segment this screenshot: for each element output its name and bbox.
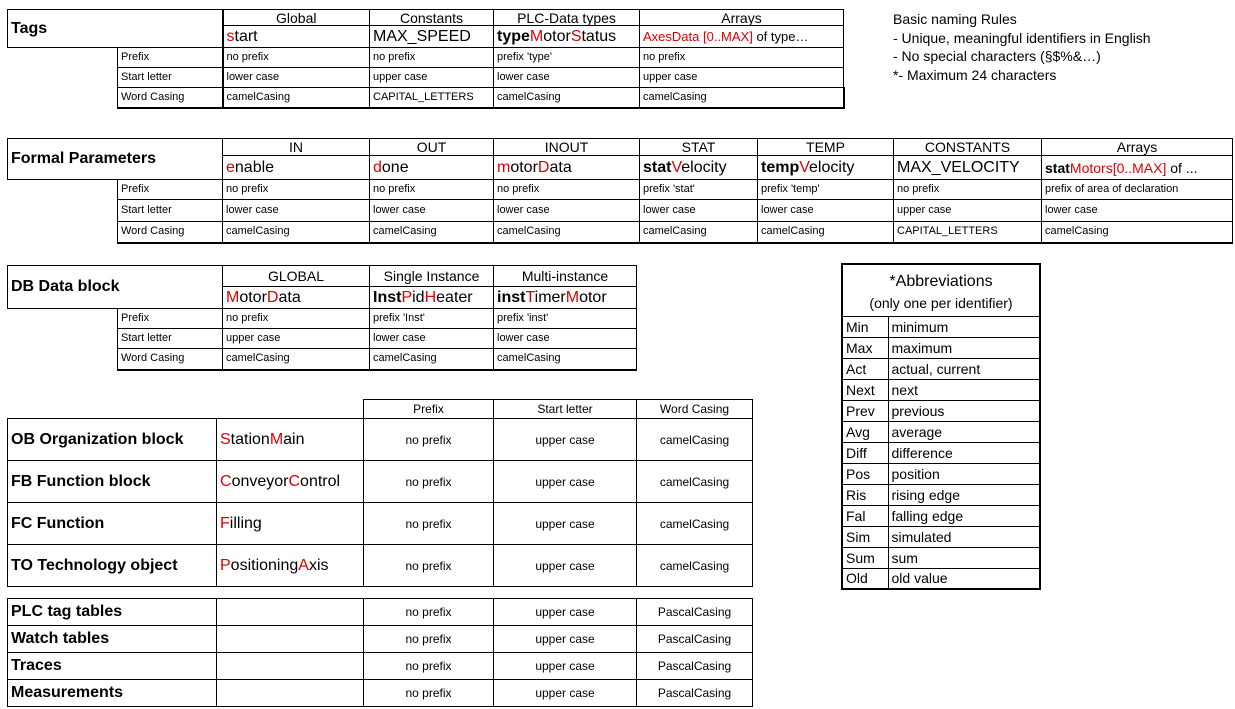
cell: prefix 'stat' [640, 180, 758, 200]
cell: upper case [494, 503, 637, 545]
cell: CAPITAL_LETTERS [894, 222, 1042, 243]
cell: upper case [494, 680, 637, 707]
cell: lower case [494, 68, 640, 88]
abbr-key: Act [842, 358, 888, 379]
formal-example [223, 156, 370, 180]
example-segment: tatus [581, 27, 617, 45]
example-segment: C [288, 472, 301, 490]
rule-item: *- Maximum 24 characters [893, 66, 1057, 83]
cell: camelCasing [494, 349, 637, 370]
example-segment: ain [283, 430, 305, 448]
abbr-value: difference [888, 442, 1040, 463]
formal-header: OUT [370, 139, 494, 156]
example-segment: of type… [752, 29, 809, 44]
cell: PascalCasing [637, 653, 753, 680]
cell: no prefix [223, 48, 370, 68]
abbr-row [842, 568, 1040, 589]
cell: lower case [370, 200, 494, 222]
tags-header: Arrays [640, 10, 844, 26]
formal-row-start-letter [8, 200, 1233, 222]
example-segment: V [671, 158, 682, 176]
cell: camelCasing [370, 349, 494, 370]
cell: no prefix [364, 599, 494, 626]
cell: camelCasing [637, 503, 753, 545]
abbr-key: Sim [842, 526, 888, 547]
block-example [217, 545, 364, 587]
db-example [223, 287, 370, 309]
db-row-prefix [8, 309, 637, 329]
formal-row-word-casing [8, 222, 1233, 243]
cell: no prefix [223, 309, 370, 329]
blocks-table [7, 399, 753, 587]
example-segment: e [226, 158, 235, 176]
example-segment: T [525, 288, 535, 306]
example-segment: imer [534, 288, 566, 306]
db-row-word-casing [8, 349, 637, 370]
cell: no prefix [364, 461, 494, 503]
table-row [8, 680, 753, 707]
blocks-header: Word Casing [637, 400, 753, 419]
abbr-value: average [888, 421, 1040, 442]
abbr-key: Min [842, 316, 888, 337]
example-segment: P [220, 556, 231, 574]
tags-header: PLC-Data types [494, 10, 640, 26]
abbr-value: old value [888, 568, 1040, 589]
example-segment: D [537, 158, 550, 176]
example-segment: S [570, 27, 582, 45]
cell: camelCasing [223, 349, 370, 370]
cell: no prefix [494, 180, 640, 200]
abbreviations-table [841, 263, 1041, 590]
abbr-row [842, 337, 1040, 358]
cell: upper case [640, 68, 844, 88]
example-segment: M [565, 288, 580, 306]
empty-cell [217, 653, 364, 680]
abbr-value: rising edge [888, 484, 1040, 505]
row-label: Start letter [118, 200, 223, 222]
cell: lower case [494, 329, 637, 349]
abbr-value: actual, current [888, 358, 1040, 379]
empty-cell [217, 599, 364, 626]
example-segment: MAX_VELOCITY [897, 158, 1020, 176]
db-header: Single Instance [370, 266, 494, 287]
cell: no prefix [364, 419, 494, 461]
db-example [370, 287, 494, 309]
table-name: Traces [8, 653, 217, 680]
db-title: DB Data block [8, 266, 223, 309]
abbr-key: Max [842, 337, 888, 358]
table-row [8, 626, 753, 653]
example-segment: S [220, 430, 231, 448]
blocks-header: Start letter [494, 400, 637, 419]
tags-title: Tags [8, 10, 223, 48]
formal-row-prefix [8, 180, 1233, 200]
db-header-row [8, 266, 637, 287]
cell: upper case [494, 419, 637, 461]
formal-example [1042, 156, 1233, 180]
cell: prefix of area of declaration [1042, 180, 1233, 200]
row-label: Start letter [118, 329, 223, 349]
block-name: TO Technology object [8, 545, 217, 587]
example-segment: M [226, 288, 240, 306]
abbr-key: Pos [842, 463, 888, 484]
tags-example [370, 26, 494, 48]
abbr-row [842, 421, 1040, 442]
abbr-title-row [842, 264, 1040, 290]
tags-example [494, 26, 640, 48]
row-label: Word Casing [118, 222, 223, 243]
cell: lower case [223, 200, 370, 222]
cell: no prefix [223, 180, 370, 200]
formal-header: STAT [640, 139, 758, 156]
row-label: Word Casing [118, 88, 223, 108]
example-segment: id [412, 288, 425, 306]
example-segment: type [497, 27, 530, 45]
cell: prefix 'temp' [758, 180, 894, 200]
tags-table [7, 9, 845, 109]
cell: no prefix [370, 48, 494, 68]
abbr-row [842, 316, 1040, 337]
formal-example [758, 156, 894, 180]
cell: upper case [223, 329, 370, 349]
table-name: Watch tables [8, 626, 217, 653]
example-segment: elocity [681, 158, 727, 176]
cell: lower case [370, 329, 494, 349]
abbr-key: Ris [842, 484, 888, 505]
cell: camelCasing [494, 88, 640, 108]
cell: no prefix [370, 180, 494, 200]
db-data-block-table [7, 265, 637, 371]
formal-example [640, 156, 758, 180]
cell: no prefix [364, 503, 494, 545]
cell: no prefix [364, 680, 494, 707]
formal-header: CONSTANTS [894, 139, 1042, 156]
tags-row-word-casing [8, 88, 844, 108]
example-segment: stat [1045, 159, 1070, 176]
example-segment: AxesData [0..MAX] [643, 29, 753, 44]
block-name: FC Function [8, 503, 217, 545]
row-label: Start letter [118, 68, 223, 88]
cell: camelCasing [1042, 222, 1233, 243]
abbr-value: minimum [888, 316, 1040, 337]
example-segment: tart [234, 27, 258, 45]
cell: prefix 'inst' [494, 309, 637, 329]
formal-example [894, 156, 1042, 180]
example-segment: inst [497, 288, 526, 306]
example-segment: otor [579, 288, 607, 306]
cell: lower case [223, 68, 370, 88]
abbr-key: Prev [842, 400, 888, 421]
example-segment: C [220, 472, 232, 490]
example-segment: ata [549, 158, 572, 176]
formal-header: INOUT [494, 139, 640, 156]
block-name: FB Function block [8, 461, 217, 503]
cell: no prefix [364, 545, 494, 587]
example-segment: F [220, 514, 230, 532]
abbr-row [842, 400, 1040, 421]
tags-header-row [8, 10, 844, 26]
basic-naming-rules [893, 10, 1151, 84]
cell: camelCasing [370, 222, 494, 243]
formal-header: Arrays [1042, 139, 1233, 156]
tags-header: Constants [370, 10, 494, 26]
cell: lower case [640, 200, 758, 222]
block-row [8, 545, 753, 587]
abbr-key: Fal [842, 505, 888, 526]
row-label: Prefix [118, 309, 223, 329]
block-row [8, 419, 753, 461]
formal-title: Formal Parameters [8, 139, 223, 180]
block-name: OB Organization block [8, 419, 217, 461]
example-segment: eater [436, 288, 473, 306]
example-segment: stat [643, 158, 672, 176]
abbr-value: next [888, 379, 1040, 400]
example-segment: elocity [809, 158, 855, 176]
rules-title: Basic naming Rules [893, 11, 1017, 27]
db-header: Multi-instance [494, 266, 637, 287]
abbr-subtitle: (only one per identifier) [869, 294, 1013, 311]
cell: upper case [494, 461, 637, 503]
formal-header: IN [223, 139, 370, 156]
block-row [8, 503, 753, 545]
db-row-start-letter [8, 329, 637, 349]
formal-example [494, 156, 640, 180]
example-segment: MAX_SPEED [373, 27, 471, 45]
example-segment: D [266, 288, 279, 306]
cell: no prefix [364, 653, 494, 680]
cell: upper case [894, 200, 1042, 222]
cell: camelCasing [637, 461, 753, 503]
row-label: Word Casing [118, 349, 223, 370]
block-example [217, 503, 364, 545]
cell: camelCasing [223, 88, 370, 108]
abbr-value: falling edge [888, 505, 1040, 526]
abbr-title: *Abbreviations [889, 273, 993, 290]
example-segment: of ... [1166, 159, 1198, 176]
db-header: GLOBAL [223, 266, 370, 287]
cell: camelCasing [758, 222, 894, 243]
table-row [8, 599, 753, 626]
cell: prefix 'Inst' [370, 309, 494, 329]
abbr-key: Diff [842, 442, 888, 463]
example-segment: s [226, 27, 235, 45]
table-name: Measurements [8, 680, 217, 707]
cell: no prefix [364, 626, 494, 653]
empty-cell [217, 680, 364, 707]
db-example [494, 287, 637, 309]
abbr-row [842, 547, 1040, 568]
cell: upper case [494, 653, 637, 680]
cell: no prefix [640, 48, 844, 68]
abbr-subtitle-row [842, 290, 1040, 316]
cell: upper case [494, 545, 637, 587]
abbr-key: Next [842, 379, 888, 400]
cell: prefix 'type' [494, 48, 640, 68]
abbr-row [842, 442, 1040, 463]
cell: upper case [370, 68, 494, 88]
tags-header: Global [223, 10, 370, 26]
tags-example [223, 26, 370, 48]
tags-example [640, 26, 844, 48]
example-segment: P [401, 288, 413, 306]
tags-row-prefix [8, 48, 844, 68]
block-example [217, 419, 364, 461]
row-label: Prefix [118, 48, 223, 68]
cell: camelCasing [637, 419, 753, 461]
abbr-row [842, 358, 1040, 379]
cell: lower case [494, 200, 640, 222]
abbr-key: Avg [842, 421, 888, 442]
example-segment: Inst [373, 288, 402, 306]
example-segment: temp [761, 158, 800, 176]
abbr-value: sum [888, 547, 1040, 568]
row-label: Prefix [118, 180, 223, 200]
example-segment: tation [230, 430, 270, 448]
abbr-value: previous [888, 400, 1040, 421]
example-segment: H [424, 288, 437, 306]
example-segment: otor [510, 158, 538, 176]
abbr-row [842, 463, 1040, 484]
cell: camelCasing [637, 545, 753, 587]
abbr-value: maximum [888, 337, 1040, 358]
abbr-row [842, 484, 1040, 505]
empty-cell [217, 626, 364, 653]
cell: lower case [1042, 200, 1233, 222]
example-segment: ositioning [230, 556, 299, 574]
cell: lower case [758, 200, 894, 222]
cell: CAPITAL_LETTERS [370, 88, 494, 108]
table-row [8, 653, 753, 680]
example-segment: A [298, 556, 309, 574]
blocks-header-row [8, 400, 753, 419]
example-segment: V [799, 158, 810, 176]
cell: PascalCasing [637, 626, 753, 653]
cell: camelCasing [640, 88, 844, 108]
tables-table [7, 598, 753, 707]
blocks-header: Prefix [364, 400, 494, 419]
example-segment: illing [229, 514, 262, 532]
cell: camelCasing [494, 222, 640, 243]
example-segment: one [381, 158, 409, 176]
table-name: PLC tag tables [8, 599, 217, 626]
abbr-row [842, 526, 1040, 547]
example-segment: M [269, 430, 284, 448]
abbr-row [842, 379, 1040, 400]
example-segment: otor [239, 288, 267, 306]
formal-header: TEMP [758, 139, 894, 156]
abbr-value: simulated [888, 526, 1040, 547]
example-segment: nable [234, 158, 275, 176]
abbr-key: Old [842, 568, 888, 589]
cell: camelCasing [223, 222, 370, 243]
formal-header-row [8, 139, 1233, 156]
formal-example [370, 156, 494, 180]
example-segment: xis [308, 556, 329, 574]
example-segment: m [497, 158, 511, 176]
example-segment: ontrol [300, 472, 341, 490]
example-segment: Motors[0..MAX] [1069, 159, 1167, 176]
example-segment: d [373, 158, 382, 176]
cell: upper case [494, 599, 637, 626]
cell: no prefix [894, 180, 1042, 200]
cell: PascalCasing [637, 680, 753, 707]
cell: camelCasing [640, 222, 758, 243]
abbr-row [842, 505, 1040, 526]
block-row [8, 461, 753, 503]
rule-item: - No special characters (§$%&…) [893, 48, 1101, 64]
tags-row-start-letter [8, 68, 844, 88]
example-segment: ata [278, 288, 301, 306]
example-segment: otor [543, 27, 571, 45]
example-segment: onveyor [231, 472, 289, 490]
block-example [217, 461, 364, 503]
abbr-key: Sum [842, 547, 888, 568]
rule-item: - Unique, meaningful identifiers in English [893, 29, 1151, 46]
cell: PascalCasing [637, 599, 753, 626]
formal-parameters-table [7, 138, 1233, 244]
cell: upper case [494, 626, 637, 653]
abbr-value: position [888, 463, 1040, 484]
example-segment: M [529, 27, 544, 45]
